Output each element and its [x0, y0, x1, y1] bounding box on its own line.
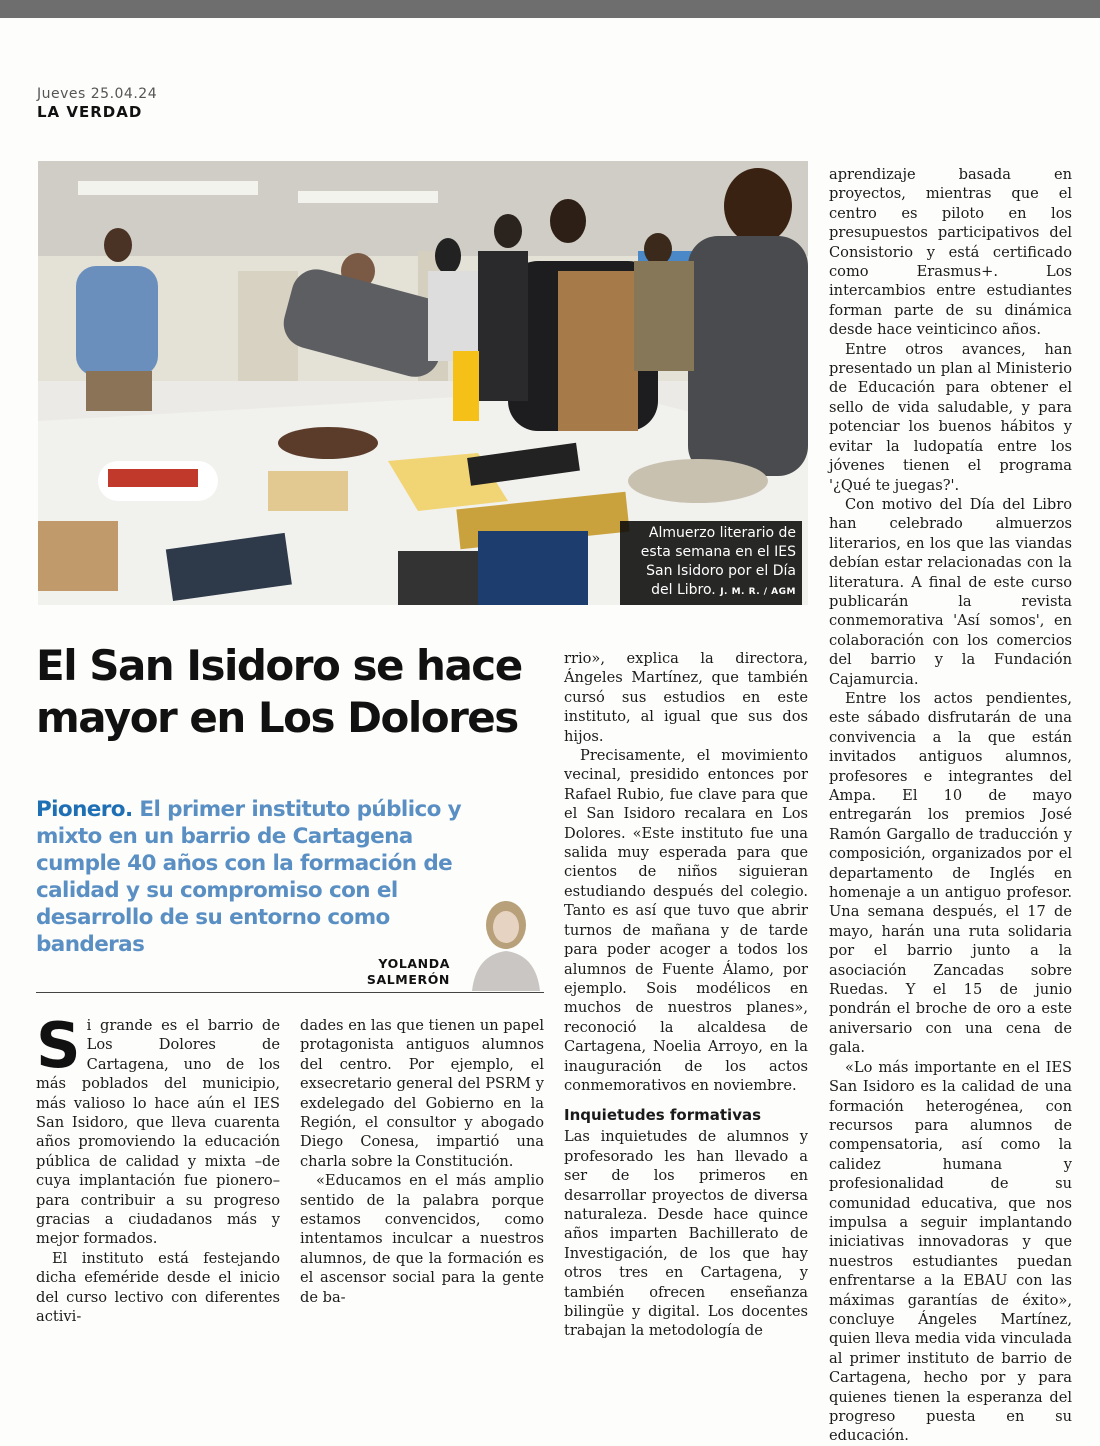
photo-caption [620, 521, 802, 605]
paragraph: El instituto está festejando dicha efeméride desde el inicio del curso lectivo con diferentes activi- [36, 1249, 280, 1326]
kicker: Pionero. [36, 797, 133, 822]
author-last-name: SALMERÓN [366, 972, 450, 987]
paragraph: rrio», explica la directora, Ángeles Martínez, que también cursó sus estudios en este instituto, al igual que sus dos hijos. [564, 650, 808, 745]
byline [367, 956, 450, 988]
paragraph: Con motivo del Día del Libro han celebrado almuerzos literarios, en los que las viandas debían estar relacionadas con la literatura. A final de este curso publicarán la revista conmemorativa 'Así somos', en colaboración con los comercios del barrio y la Fundación Cajamurcia. [829, 495, 1072, 688]
paragraph: i grande es el barrio de Los Dolores de Cartagena, uno de los más poblados del municipio, más valioso lo hace aún el IES San Isidoro, que lleva cuarenta años promoviendo la educación pública de calidad y mixta –de cuya implantación fue pionero– para contribuir a su progreso gracias a ciudadanos más y mejor formados. [36, 1017, 280, 1248]
paragraph: Las inquietudes de alumnos y profesorado les han llevado a ser de los primeros en desarrollar proyectos de diversa naturaleza. Desde hace quince años imparten Bachillerato de Investigación, de los que hay otros tres en Cartagena, y también ofrecen enseñanza bilingüe y digital. Los docentes trabajan la metodología de [564, 1128, 808, 1340]
paragraph: dades en las que tienen un papel protagonista antiguos alumnos del centro. Por ejemplo, el exsecretario general del PSRM y exdelegado del Gobierno en la Región, el consultor y abogado Diego Conesa, impartió una charla sobre la Constitución. [300, 1017, 544, 1170]
article-photo [38, 161, 808, 605]
headline: El San Isidoro se hace mayor en Los Dolores [36, 641, 522, 742]
paragraph: aprendizaje basada en proyectos, mientras que el centro es piloto en los presupuestos participativos del Consistorio y está certificado como Erasmus+. Los intercambios entre estudiantes forman parte de su dinámica desde hace veinticinco años. [829, 166, 1072, 339]
newspaper-name: LA VERDAD [37, 103, 143, 121]
paragraph: Entre los actos pendientes, este sábado disfrutarán de una convivencia a la que están invitados antiguos alumnos, profesores e integrantes del Ampa. El 10 de mayo entregarán los premios José Ramón Gargallo de traducción y composición, organizados por el departamento de Inglés en homenaje a un antiguo profesor. Una semana después, el 17 de mayo, harán una ruta solidaria por el barrio junto a la asociación Zancadas sobre Ruedas. Y el 15 de junio pondrán el broche de oro a este aniversario con una cena de gala. [829, 689, 1072, 1057]
body-column-4 [829, 165, 1072, 1446]
body-column-3 [564, 649, 808, 1341]
divider [36, 992, 544, 993]
author-first-name: YOLANDA [378, 956, 450, 971]
caption-text: Almuerzo literario de esta semana en el IES San Isidoro por el Día del Libro. [640, 525, 796, 598]
author-photo [466, 893, 542, 991]
issue-date: Jueves 25.04.24 [37, 86, 158, 102]
subheadline [36, 796, 476, 958]
paragraph: Entre otros avances, han presentado un plan al Ministerio de Educación para obtener el sello de vida saludable, y para potenciar los buenos hábitos y evitar la ludopatía entre los jóvenes tienen el programa '¿Qué te juegas?'. [829, 340, 1072, 494]
section-heading: Inquietudes formativas [564, 1106, 762, 1125]
body-column-1 [36, 1009, 280, 1327]
top-bar [0, 0, 1100, 18]
paragraph: Precisamente, el movimiento vecinal, presidido entonces por Rafael Rubio, fue clave para que el San Isidoro recalara en Los Dolores. «Este instituto fue una salida muy esperada para que cientos de niños siguieran estudiando después del colegio. Tanto es así que tuvo que abrir turnos de mañana y de tarde para poder acoger a todos los alumnos de Fuente Álamo, por ejemplo. Sois modélicos en muchos de nuestros planes», reconoció la alcaldesa de Cartagena, Noelia Arroyo, en la inauguración de los actos conmemorativos en noviembre. [564, 747, 808, 1094]
subheadline-text: El primer instituto público y mixto en un barrio de Cartagena cumple 40 años con la formación de calidad y su compromiso con el desarrollo de su entorno como banderas [36, 797, 462, 957]
body-column-2 [300, 1016, 544, 1307]
photo-credit: J. M. R. / AGM [720, 587, 796, 597]
paragraph: «Lo más importante en el IES San Isidoro es la calidad de una formación heterogénea, con recursos para alumnos de compensatoria, así como la calidez humana y profesionalidad de su comunidad educativa, que nos impulsa a seguir implantando iniciativas innovadoras y que nuestros estudiantes puedan enfrentarse a la EBAU con las máximas garantías de éxito», concluye Ángeles Martínez, quien lleva media vida vinculada al primer instituto de barrio de Cartagena, hecho por y para quienes tienen la esperanza del progreso puesta en su educación. [829, 1058, 1072, 1445]
drop-cap: S [36, 1009, 81, 1082]
paragraph: «Educamos en el más amplio sentido de la palabra porque estamos convencidos, como intentamos inculcar a nuestros alumnos, de que la formación es el ascensor social para la gente de ba- [300, 1172, 544, 1306]
